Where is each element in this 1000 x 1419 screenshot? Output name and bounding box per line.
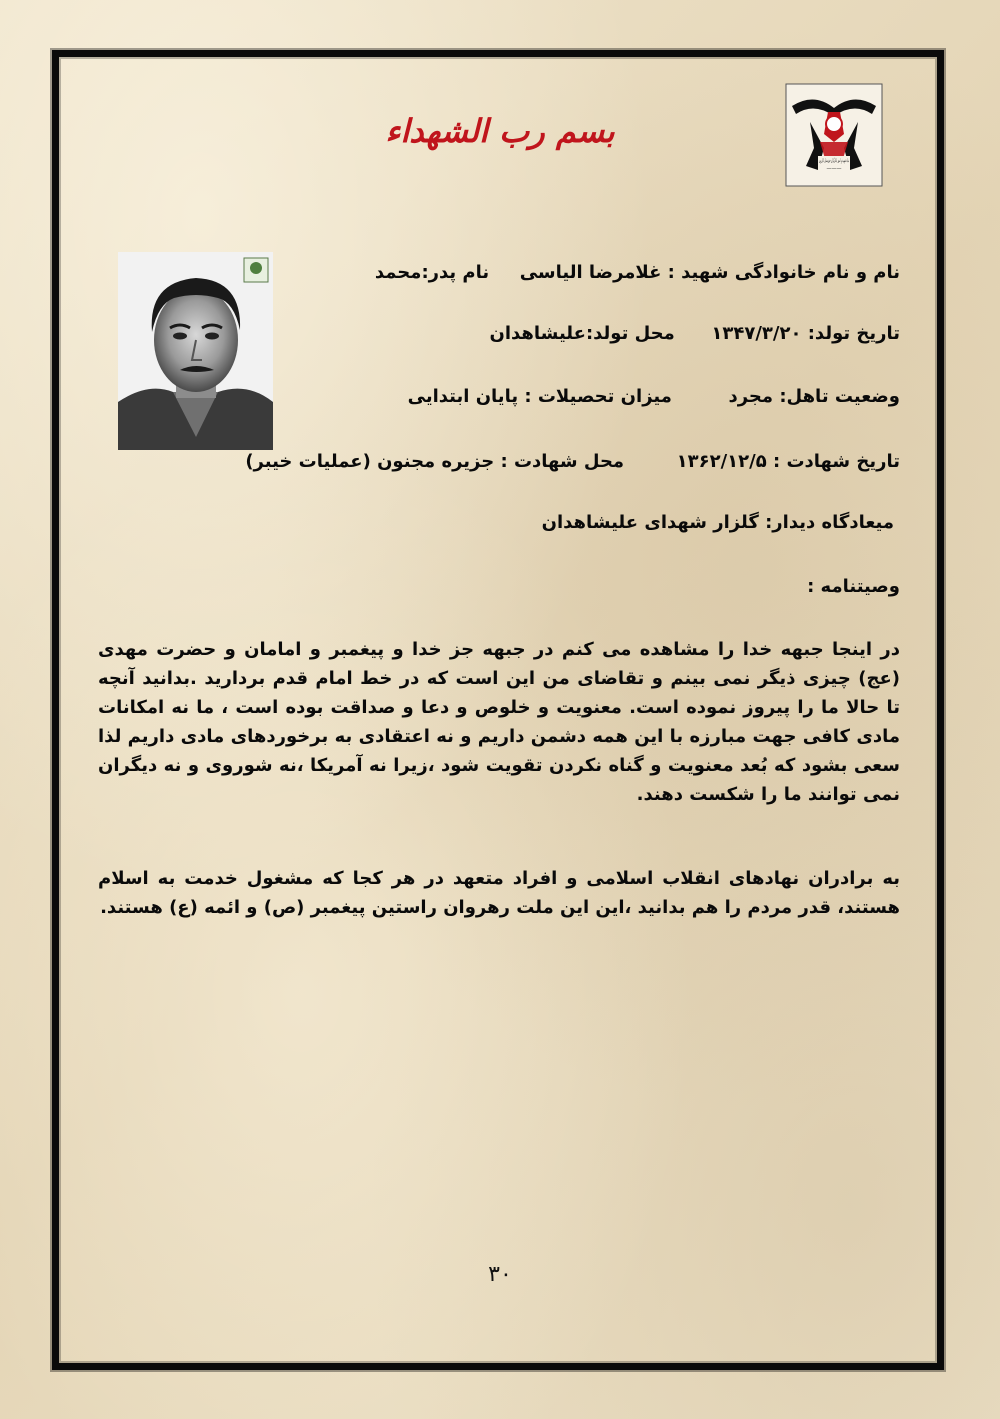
birth-date-value: ۱۳۴۷/۳/۲۰: [711, 323, 802, 344]
birth-line: [489, 323, 900, 344]
burial-value: گلزار شهدای علیشاهدان: [541, 512, 759, 533]
marital-line: [408, 386, 900, 407]
name-line: [375, 262, 900, 283]
father-value: محمد: [374, 262, 422, 283]
martyrdom-place-value: جزیره مجنون (عملیات خیبر): [245, 451, 495, 472]
education-value: پایان ابتدایی: [407, 386, 519, 407]
burial-line: [542, 512, 894, 533]
martyrdom-date-label: تاریخ شهادت :: [772, 451, 900, 472]
marital-label: وضعیت تاهل:: [779, 386, 900, 407]
birth-place-value: علیشاهدان: [489, 323, 586, 344]
father-label: نام پدر:: [421, 262, 490, 283]
will-paragraph-1: در اینجا جبهه خدا را مشاهده می کنم در جبهه جز خدا و پیغمبر و امامان و حضرت مهدی (عج) چیزی ذیگر نمی بینم و تقاضای من این است که در خط امام قدم بردارید .بدانید آنچه تا حالا ما را پیروز نموده است. معنویت و خلوص و دعا و صداقت بوده است ، ما نه امکانات مادی کافی جهت مبارزه با این همه دشمن داریم و نه اعتقادی به برخوردهای مادی داریم لذا سعی بشود که بُعد معنویت و گناه نکردن تقویت شود ،زیرا نه آمریکا ،نه شوروی و نه دیگران نمی توانند ما را شکست دهند.: [98, 639, 900, 805]
foundation-logo: [784, 82, 884, 188]
martyrdom-place-label: محل شهادت :: [500, 451, 625, 472]
birth-date-label: تاریخ تولد:: [807, 323, 900, 344]
marital-value: مجرد: [728, 386, 774, 407]
will-heading: وصیتنامه :: [807, 576, 900, 597]
name-value: غلامرضا الیاسی: [519, 262, 662, 283]
education-label: میزان تحصیلات :: [524, 386, 672, 407]
birth-place-label: محل تولد:: [585, 323, 675, 344]
page-number: ۳۰: [488, 1262, 512, 1287]
martyrdom-line: [245, 451, 900, 472]
martyrdom-date-value: ۱۳۶۲/۱۲/۵: [676, 451, 767, 472]
page-title: بسم رب الشهداء: [385, 112, 615, 150]
name-label: نام و نام خانوادگی شهید :: [667, 262, 900, 283]
martyr-photo: [118, 252, 273, 450]
svg-text:———: ———: [826, 166, 842, 172]
will-paragraph-2: به برادران نهادهای انقلاب اسلامی و افراد متعهد در هر کجا که مشغول خدمت به اسلام هستند، قدر مردم را هم بدانید ،این این ملت رهروان راستین پیغمبر (ص) و ائمه (ع) هستند.: [98, 868, 900, 918]
logo-text: [819, 157, 849, 164]
burial-label: میعادگاه دیدار:: [765, 512, 894, 533]
